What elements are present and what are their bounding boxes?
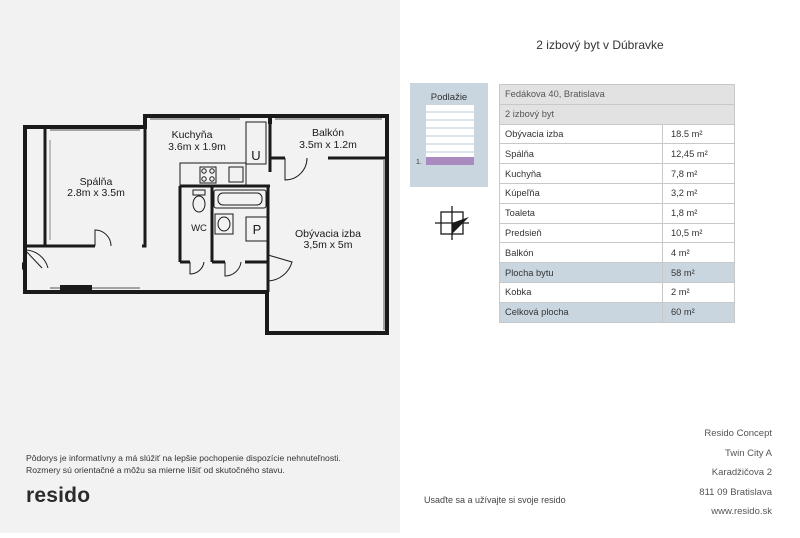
door-bedroom-icon (95, 230, 111, 246)
table-row-address (500, 85, 735, 105)
disclaimer-line: Pôdorys je informatívny a má slúžiť na lepšie pochopenie dispozície nehnuteľnosti. (26, 453, 341, 463)
door-living-icon (268, 255, 292, 281)
company-city: 811 09 Bratislava (699, 486, 772, 498)
entry-block (60, 285, 92, 294)
compass-icon (433, 206, 473, 242)
table-row (500, 223, 735, 243)
room-area: 3,2 m² (663, 183, 735, 203)
floor-number: 1. (416, 159, 422, 166)
company-web-link[interactable]: www.resido.sk (711, 506, 772, 517)
resido-logo: resido (26, 484, 91, 507)
wall-bottom-right (267, 292, 387, 333)
wall-bedroom-right (142, 127, 145, 246)
type-cell: 2 izbový byt (500, 104, 735, 124)
room-area: 7,8 m² (663, 164, 735, 184)
company-contact (699, 424, 772, 522)
room-area: 10,5 m² (663, 223, 735, 243)
room-area: 12,45 m² (663, 144, 735, 164)
company-building: Twin City A (725, 447, 772, 459)
door-bath-icon (225, 262, 241, 276)
table-row (500, 203, 735, 223)
address-cell: Fedákova 40, Bratislava (500, 85, 735, 105)
floor-indicator-label: Podlažie (430, 92, 468, 103)
room-name: Toaleta (500, 203, 663, 223)
room-area: 4 m² (663, 243, 735, 263)
company-street: Karadžičova 2 (711, 467, 772, 478)
room-label: Spálňa (79, 176, 113, 188)
area-table (499, 84, 735, 323)
room-label: Obývacia izba (295, 228, 361, 240)
door-entrance-icon (25, 250, 48, 268)
room-name: Predsieň (500, 223, 663, 243)
table-row-plocha (500, 263, 735, 283)
room-name: Kuchyňa (500, 164, 663, 184)
room-dims: 3,5m x 5m (303, 239, 353, 251)
floor-indicator (410, 83, 488, 187)
table-row-celkova (500, 302, 735, 322)
room-dims: 3.6m x 1.9m (168, 141, 226, 153)
toilet-icon (193, 196, 205, 212)
room-label: Kuchyňa (171, 129, 213, 141)
room-dims: 3.5m x 1.2m (299, 139, 357, 151)
page-title: 2 izbový byt v Dúbravke (536, 38, 664, 52)
disclaimer (26, 452, 341, 476)
table-row (500, 164, 735, 184)
table-row-kobka (500, 282, 735, 302)
room-name: Kúpeľňa (500, 183, 663, 203)
table-row (500, 144, 735, 164)
table-row (500, 124, 735, 144)
door-wc-icon (190, 262, 204, 274)
wc-label: WC (191, 223, 207, 234)
current-floor-marker (426, 157, 474, 165)
storage-u-label: U (251, 148, 261, 163)
room-area: 18.5 m² (663, 124, 735, 144)
room-name: Balkón (500, 243, 663, 263)
table-row-type (500, 104, 735, 124)
door-balcony-icon (285, 158, 307, 180)
disclaimer-line: Rozmery sú orientačné a môžu sa mierne líšiť od skutočného stavu. (26, 465, 285, 475)
boiler-p-label: P (252, 222, 262, 237)
room-dims: 2.8m x 3.5m (67, 187, 125, 199)
table-row (500, 183, 735, 203)
room-name: Spálňa (500, 144, 663, 164)
table-row (500, 243, 735, 263)
slogan: Usaďte sa a užívajte si svoje resido (424, 495, 566, 505)
room-name: Obývacia izba (500, 124, 663, 144)
company-name: Resido Concept (704, 428, 772, 439)
sink-icon (229, 167, 243, 182)
room-label: Balkón (311, 127, 345, 139)
kobka-label: Kobka (500, 282, 663, 302)
plocha-label: Plocha bytu (500, 263, 663, 283)
room-area: 1,8 m² (663, 203, 735, 223)
plocha-value: 58 m² (663, 263, 735, 283)
floor-stack-drawing (410, 83, 488, 187)
kobka-value: 2 m² (663, 282, 735, 302)
celkova-label: Celková plocha (500, 302, 663, 322)
celkova-value: 60 m² (663, 302, 735, 322)
